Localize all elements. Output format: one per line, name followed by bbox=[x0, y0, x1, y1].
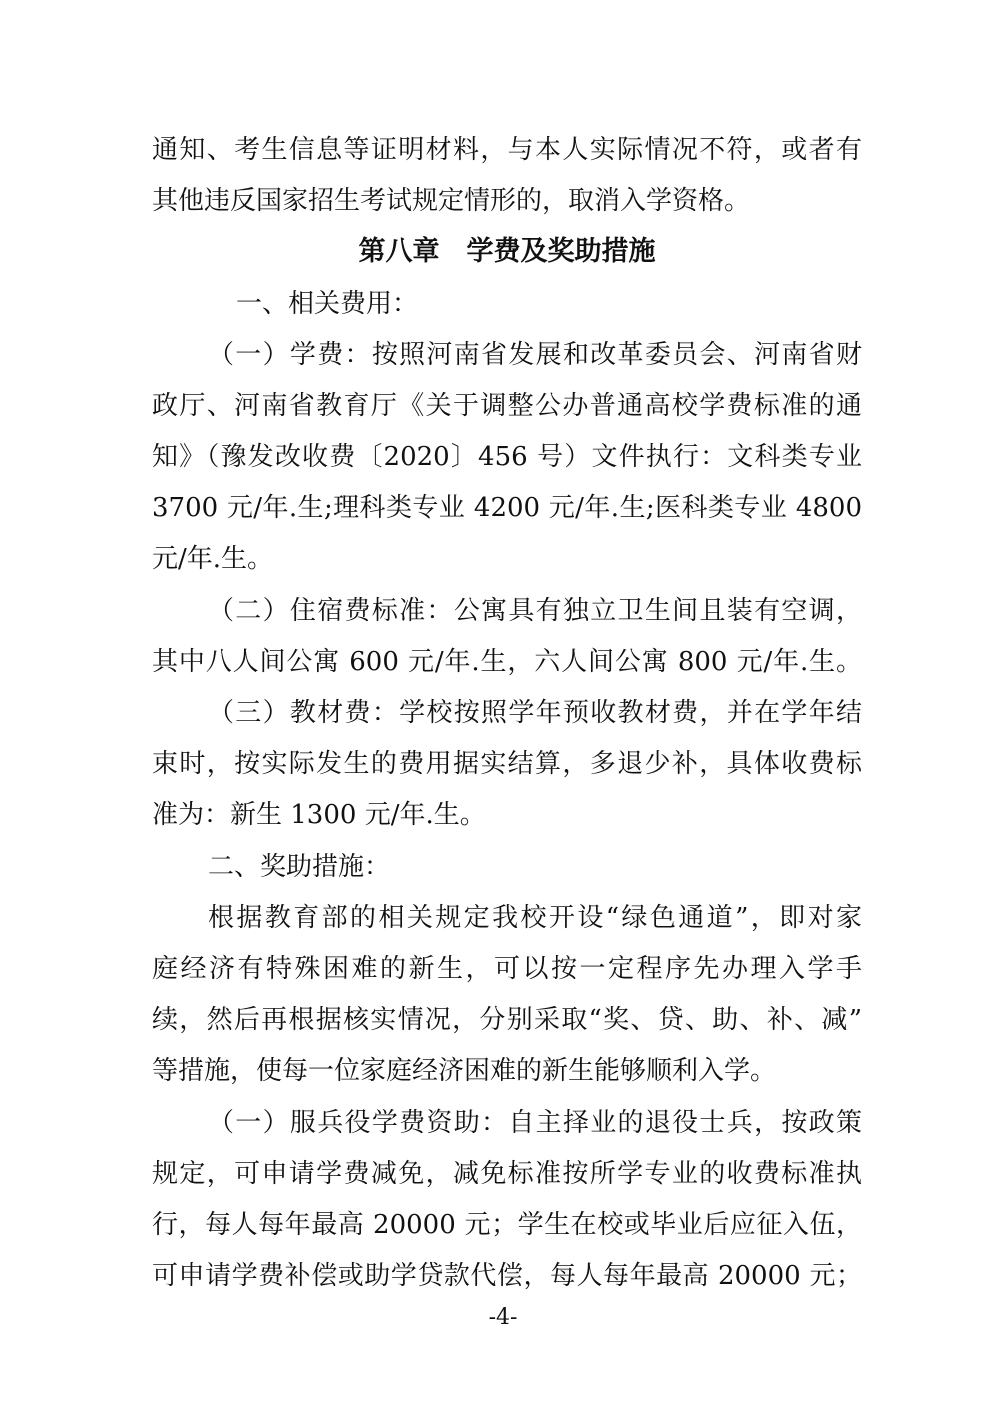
body-line: 政厅、河南省教育厅《关于调整公办普通高校学费标准的通 bbox=[152, 391, 862, 421]
body-line: 准为：新生 1300 元/年.生。 bbox=[152, 800, 486, 830]
body-line: 规定，可申请学费减免，减免标准按所学专业的收费标准执 bbox=[152, 1159, 862, 1189]
section-heading: 一、相关费用： bbox=[236, 289, 419, 319]
body-line: （三）教材费：学校按照学年预收教材费，并在学年结 bbox=[208, 698, 862, 728]
body-line: 通知、考生信息等证明材料，与本人实际情况不符，或者有 bbox=[152, 135, 862, 165]
chapter-heading: 第八章 学费及奖助措施 bbox=[358, 236, 656, 267]
body-line: （二）住宿费标准：公寓具有独立卫生间且装有空调， bbox=[208, 596, 862, 626]
body-line: 其中八人间公寓 600 元/年.生，六人间公寓 800 元/年.生。 bbox=[152, 647, 862, 677]
body-line: 3700 元/年.生;理科类专业 4200 元/年.生;医科类专业 4800 bbox=[152, 493, 862, 523]
body-line: 其他违反国家招生考试规定情形的，取消入学资格。 bbox=[152, 186, 751, 216]
section-heading: 二、奖助措施： bbox=[208, 852, 391, 882]
body-line: 束时，按实际发生的费用据实结算，多退少补，具体收费标 bbox=[152, 749, 862, 779]
page-number: -4- bbox=[488, 1305, 518, 1330]
body-line: 等措施，使每一位家庭经济困难的新生能够顺利入学。 bbox=[152, 1056, 777, 1086]
body-line: 庭经济有特殊困难的新生，可以按一定程序先办理入学手 bbox=[152, 954, 862, 984]
body-line: 行，每人每年最高 20000 元；学生在校或毕业后应征入伍， bbox=[152, 1210, 862, 1240]
body-line: 可申请学费补偿或助学贷款代偿，每人每年最高 20000 元； bbox=[152, 1261, 862, 1291]
body-line: 元/年.生。 bbox=[152, 544, 274, 574]
body-line: 知》（豫发改收费〔2020〕456 号）文件执行：文科类专业 bbox=[152, 442, 862, 472]
body-line: （一）学费：按照河南省发展和改革委员会、河南省财 bbox=[208, 340, 862, 370]
body-line: （一）服兵役学费资助：自主择业的退役士兵，按政策 bbox=[208, 1108, 862, 1138]
body-line: 续，然后再根据核实情况，分别采取“奖、贷、助、补、减” bbox=[152, 1005, 862, 1035]
body-line: 根据教育部的相关规定我校开设“绿色通道”，即对家 bbox=[208, 903, 862, 933]
